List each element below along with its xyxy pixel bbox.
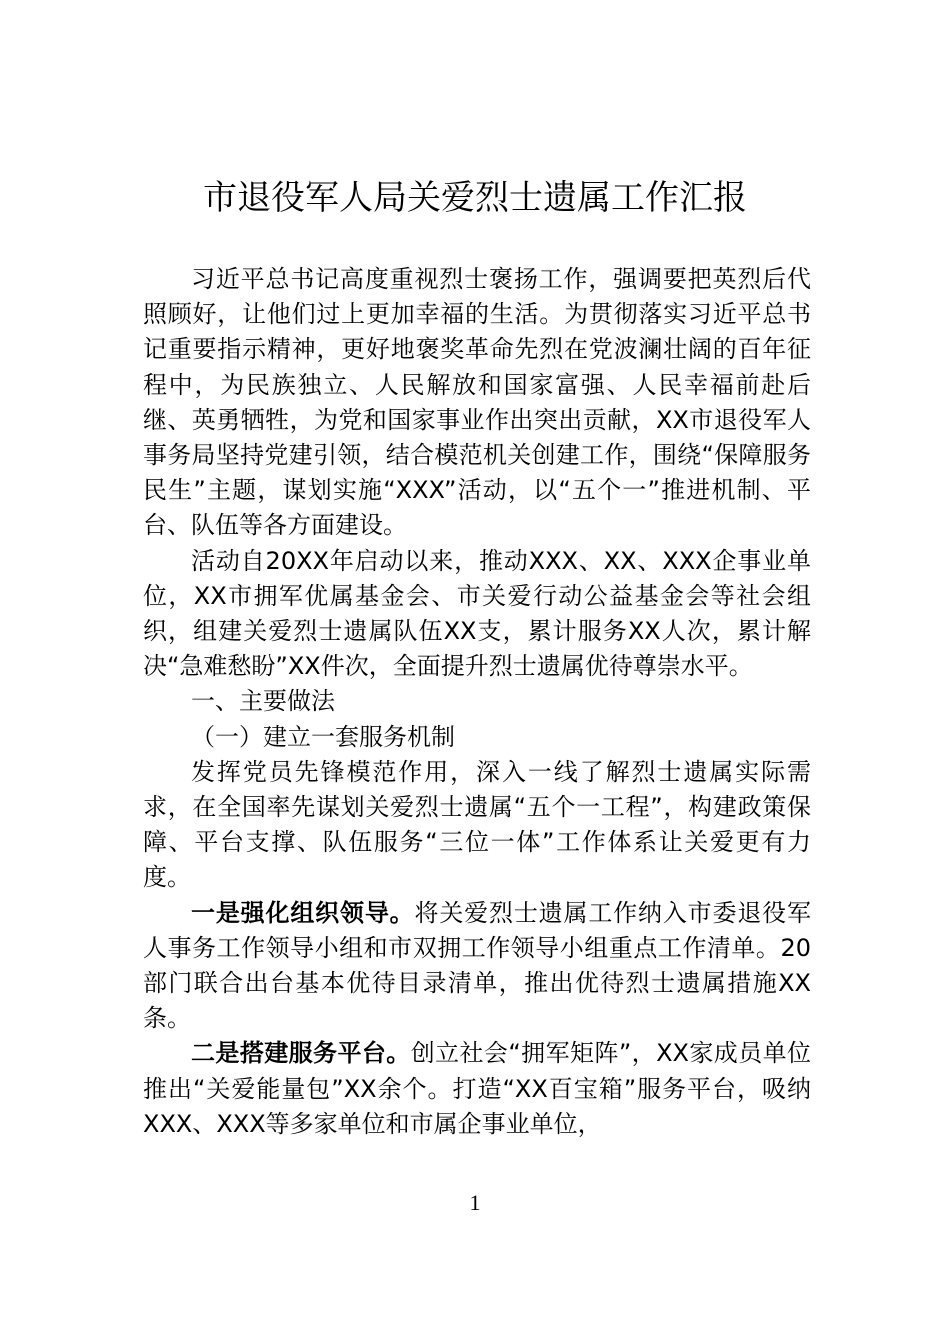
paragraph-organization-leadership bbox=[143, 896, 811, 1037]
paragraph-intro bbox=[143, 262, 811, 544]
paragraph-text: 活动自20XX年启动以来，推动XXX、XX、XXX企事业单位，XX市拥军优属基金会、市关爱行动公益基金会等社会组织，组建关爱烈士遗属队伍XX支，累计服务XX人次，累计解决“急难愁盼”XX件次，全面提升烈士遗属优待尊崇水平。 bbox=[143, 546, 811, 681]
paragraph-text: 将关爱烈士遗属工作纳入市委退役军人事务工作领导小组和市双拥工作领导小组重点工作清单。20部门联合出台基本优待目录清单，推出优待烈士遗属措施XX条。 bbox=[143, 898, 811, 1033]
paragraph-service-platform bbox=[143, 1036, 811, 1142]
paragraph-lead: 二是搭建服务平台。 bbox=[191, 1039, 411, 1068]
paragraph-text: 创立社会“拥军矩阵”，XX家成员单位推出“关爱能量包”XX余个。打造“XX百宝箱”服务平台，吸纳XXX、XXX等多家单位和市属企事业单位， bbox=[143, 1039, 812, 1138]
section-heading-main-practices bbox=[143, 684, 811, 719]
page-number: 1 bbox=[469, 1190, 481, 1215]
paragraph-text: 发挥党员先锋模范作用，深入一线了解烈士遗属实际需求，在全国率先谋划关爱烈士遗属“五个一工程”，构建政策保障、平台支撑、队伍服务“三位一体”工作体系让关爱更有力度。 bbox=[143, 757, 811, 892]
paragraph-mechanism bbox=[143, 755, 811, 896]
paragraph-lead: 一是强化组织领导。 bbox=[191, 898, 415, 927]
heading-text: （一）建立一套服务机制 bbox=[191, 722, 455, 751]
paragraph-text: 习近平总书记高度重视烈士褒扬工作，强调要把英烈后代照顾好，让他们过上更加幸福的生活。为贯彻落实习近平总书记重要指示精神，更好地褒奖革命先烈在党波澜壮阔的百年征程中，为民族独立、人民解放和国家富强、人民幸福前赴后继、英勇牺牲，为党和国家事业作出突出贡献，XX市退役军人事务局坚持党建引领，结合模范机关创建工作，围绕“保障服务民生”主题，谋划实施“XXX”活动，以“五个一”推进机制、平台、队伍等各方面建设。 bbox=[143, 265, 811, 540]
heading-text: 一、主要做法 bbox=[191, 687, 335, 716]
subsection-heading-service-mechanism bbox=[143, 720, 811, 755]
document-body bbox=[143, 262, 811, 1142]
paragraph-activity bbox=[143, 544, 811, 685]
document-title: 市退役军人局关爱烈士遗属工作汇报 bbox=[203, 178, 747, 218]
